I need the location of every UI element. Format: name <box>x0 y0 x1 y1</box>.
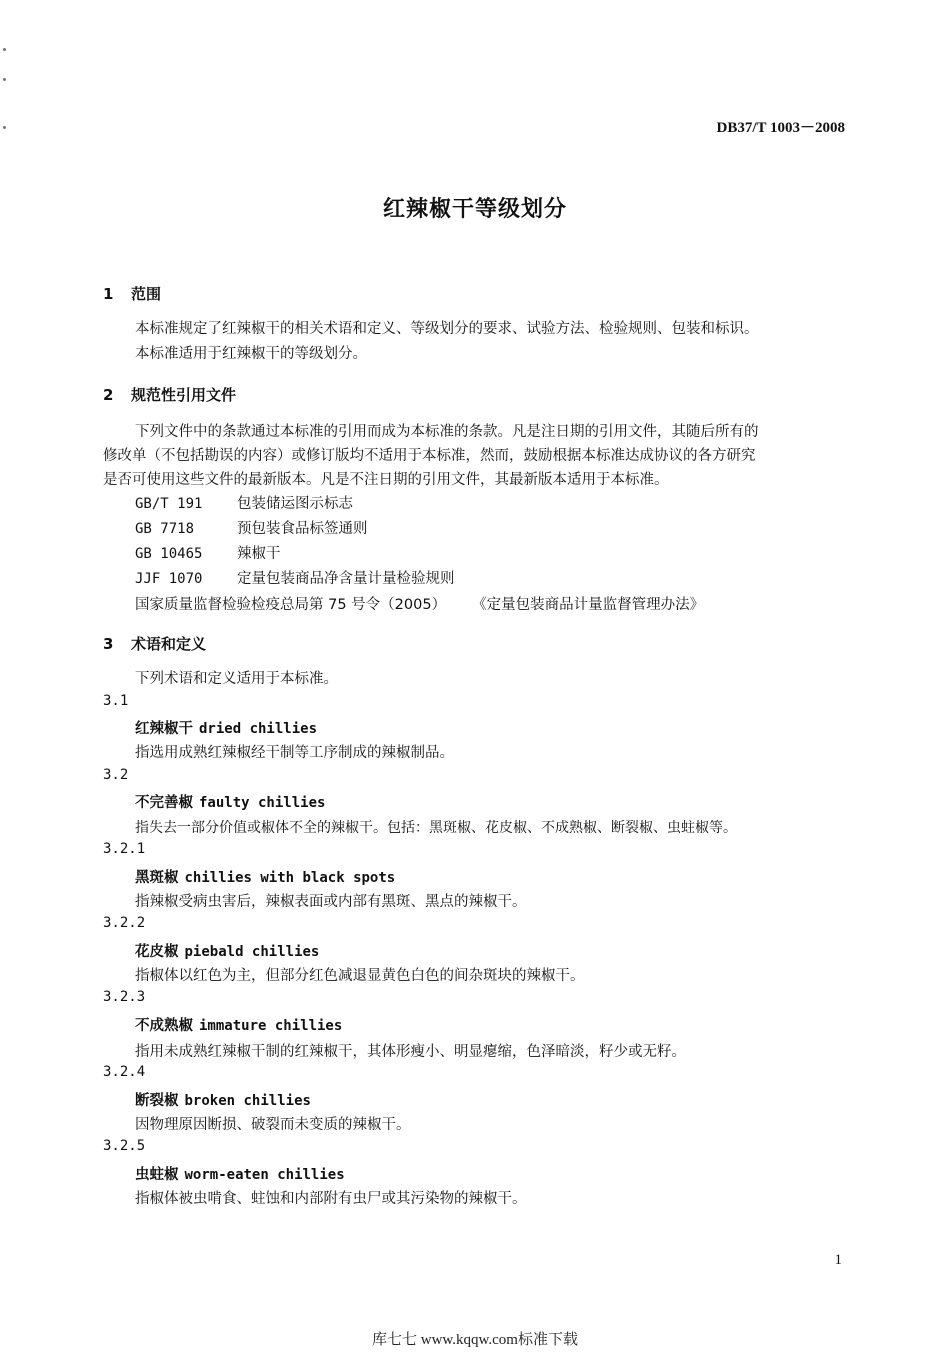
term-en: immature chillies <box>199 1018 343 1034</box>
section-2-intro-line: 修改单（不包括勘误的内容）或修订版均不适用于本标准，然而，鼓励根据本标准达成协议的各方研究 <box>103 448 756 464</box>
term-cn: 断裂椒 <box>135 1093 179 1109</box>
reference-item <box>135 517 368 541</box>
clause-number: 3.1 <box>103 693 129 709</box>
term-en: broken chillies <box>184 1093 311 1109</box>
term-definition: 指椒体被虫啃食、蛀蚀和内部附有虫尸或其污染物的辣椒干。 <box>135 1191 527 1207</box>
decree-title: 《定量包装商品计量监督管理办法》 <box>472 597 705 613</box>
section-number: 2 <box>103 386 114 404</box>
scan-mark <box>3 78 6 81</box>
decree-text: 国家质量监督检验检疫总局第 75 号令（2005） <box>135 597 447 613</box>
section-2-intro-line: 是否可使用这些文件的最新版本。凡是不注日期的引用文件，其最新版本适用于本标准。 <box>103 472 669 488</box>
section-number: 3 <box>103 635 114 653</box>
page-number: 1 <box>834 1252 842 1268</box>
section-1-heading <box>103 283 161 304</box>
clause-number: 3.2 <box>103 767 129 783</box>
term-title <box>135 1163 345 1184</box>
scan-mark <box>3 126 6 129</box>
term-cn: 黑斑椒 <box>135 870 179 886</box>
clause-number: 3.2.2 <box>103 915 146 931</box>
reference-title: 辣椒干 <box>237 546 281 562</box>
section-1-paragraph: 本标准规定了红辣椒干的相关术语和定义、等级划分的要求、试验方法、检验规则、包装和标识。 <box>135 321 759 337</box>
reference-title: 预包装食品标签通则 <box>237 521 368 537</box>
reference-decree <box>135 593 704 617</box>
scan-mark <box>3 48 6 51</box>
section-number: 1 <box>103 285 114 303</box>
document-title: 红辣椒干等级划分 <box>382 197 567 222</box>
term-en: faulty chillies <box>199 795 326 811</box>
section-1-paragraph: 本标准适用于红辣椒干的等级划分。 <box>135 346 367 362</box>
reference-code: GB 7718 <box>135 521 195 537</box>
clause-number: 3.2.3 <box>103 989 146 1005</box>
standard-code: DB37/T 1003－2008 <box>716 120 845 136</box>
term-title <box>135 940 319 961</box>
term-title <box>135 866 395 887</box>
term-title <box>135 1089 311 1110</box>
term-cn: 花皮椒 <box>135 944 179 960</box>
term-en: chillies with black spots <box>184 870 396 886</box>
reference-title: 定量包装商品净含量计量检验规则 <box>237 571 455 587</box>
term-definition: 指选用成熟红辣椒经干制等工序制成的辣椒制品。 <box>135 745 454 761</box>
term-definition: 指用未成熟红辣椒干制的红辣椒干，其体形瘦小、明显瘪缩，色泽暗淡，籽少或无籽。 <box>135 1044 686 1060</box>
term-definition: 指辣椒受病虫害后，辣椒表面或内部有黑斑、黑点的辣椒干。 <box>135 894 527 910</box>
reference-code: GB/T 191 <box>135 496 203 512</box>
term-definition: 指椒体以红色为主，但部分红色减退显黄色白色的间杂斑块的辣椒干。 <box>135 968 585 984</box>
section-2-intro-line: 下列文件中的条款通过本标准的引用而成为本标准的条款。凡是注日期的引用文件，其随后所有的 <box>135 424 759 440</box>
term-title <box>135 717 317 738</box>
reference-item <box>135 542 281 566</box>
term-definition: 因物理原因断损、破裂而未变质的辣椒干。 <box>135 1117 411 1133</box>
term-cn: 虫蛀椒 <box>135 1167 179 1183</box>
reference-title: 包装储运图示标志 <box>237 496 353 512</box>
term-cn: 红辣椒干 <box>135 721 193 737</box>
section-3-intro: 下列术语和定义适用于本标准。 <box>135 671 338 687</box>
section-2-heading <box>103 384 236 405</box>
term-en: piebald chillies <box>184 944 320 960</box>
section-title: 规范性引用文件 <box>131 386 237 404</box>
reference-item <box>135 567 455 591</box>
term-definition: 指失去一部分价值或椒体不全的辣椒干。包括：黑斑椒、花皮椒、不成熟椒、断裂椒、虫蛀椒等。 <box>135 820 737 836</box>
term-title <box>135 1014 342 1035</box>
term-cn: 不完善椒 <box>135 795 193 811</box>
clause-number: 3.2.5 <box>103 1138 146 1154</box>
section-3-heading <box>103 633 206 654</box>
watermark-footer: 库七七 www.kqqw.com标准下载 <box>372 1332 578 1348</box>
term-cn: 不成熟椒 <box>135 1018 193 1034</box>
reference-code: GB 10465 <box>135 546 203 562</box>
reference-code: JJF 1070 <box>135 571 203 587</box>
section-title: 术语和定义 <box>131 635 207 653</box>
clause-number: 3.2.4 <box>103 1064 146 1080</box>
term-title <box>135 791 325 812</box>
section-title: 范围 <box>131 285 162 303</box>
clause-number: 3.2.1 <box>103 841 146 857</box>
term-en: worm-eaten chillies <box>184 1167 345 1183</box>
reference-item <box>135 492 353 516</box>
term-en: dried chillies <box>199 721 318 737</box>
